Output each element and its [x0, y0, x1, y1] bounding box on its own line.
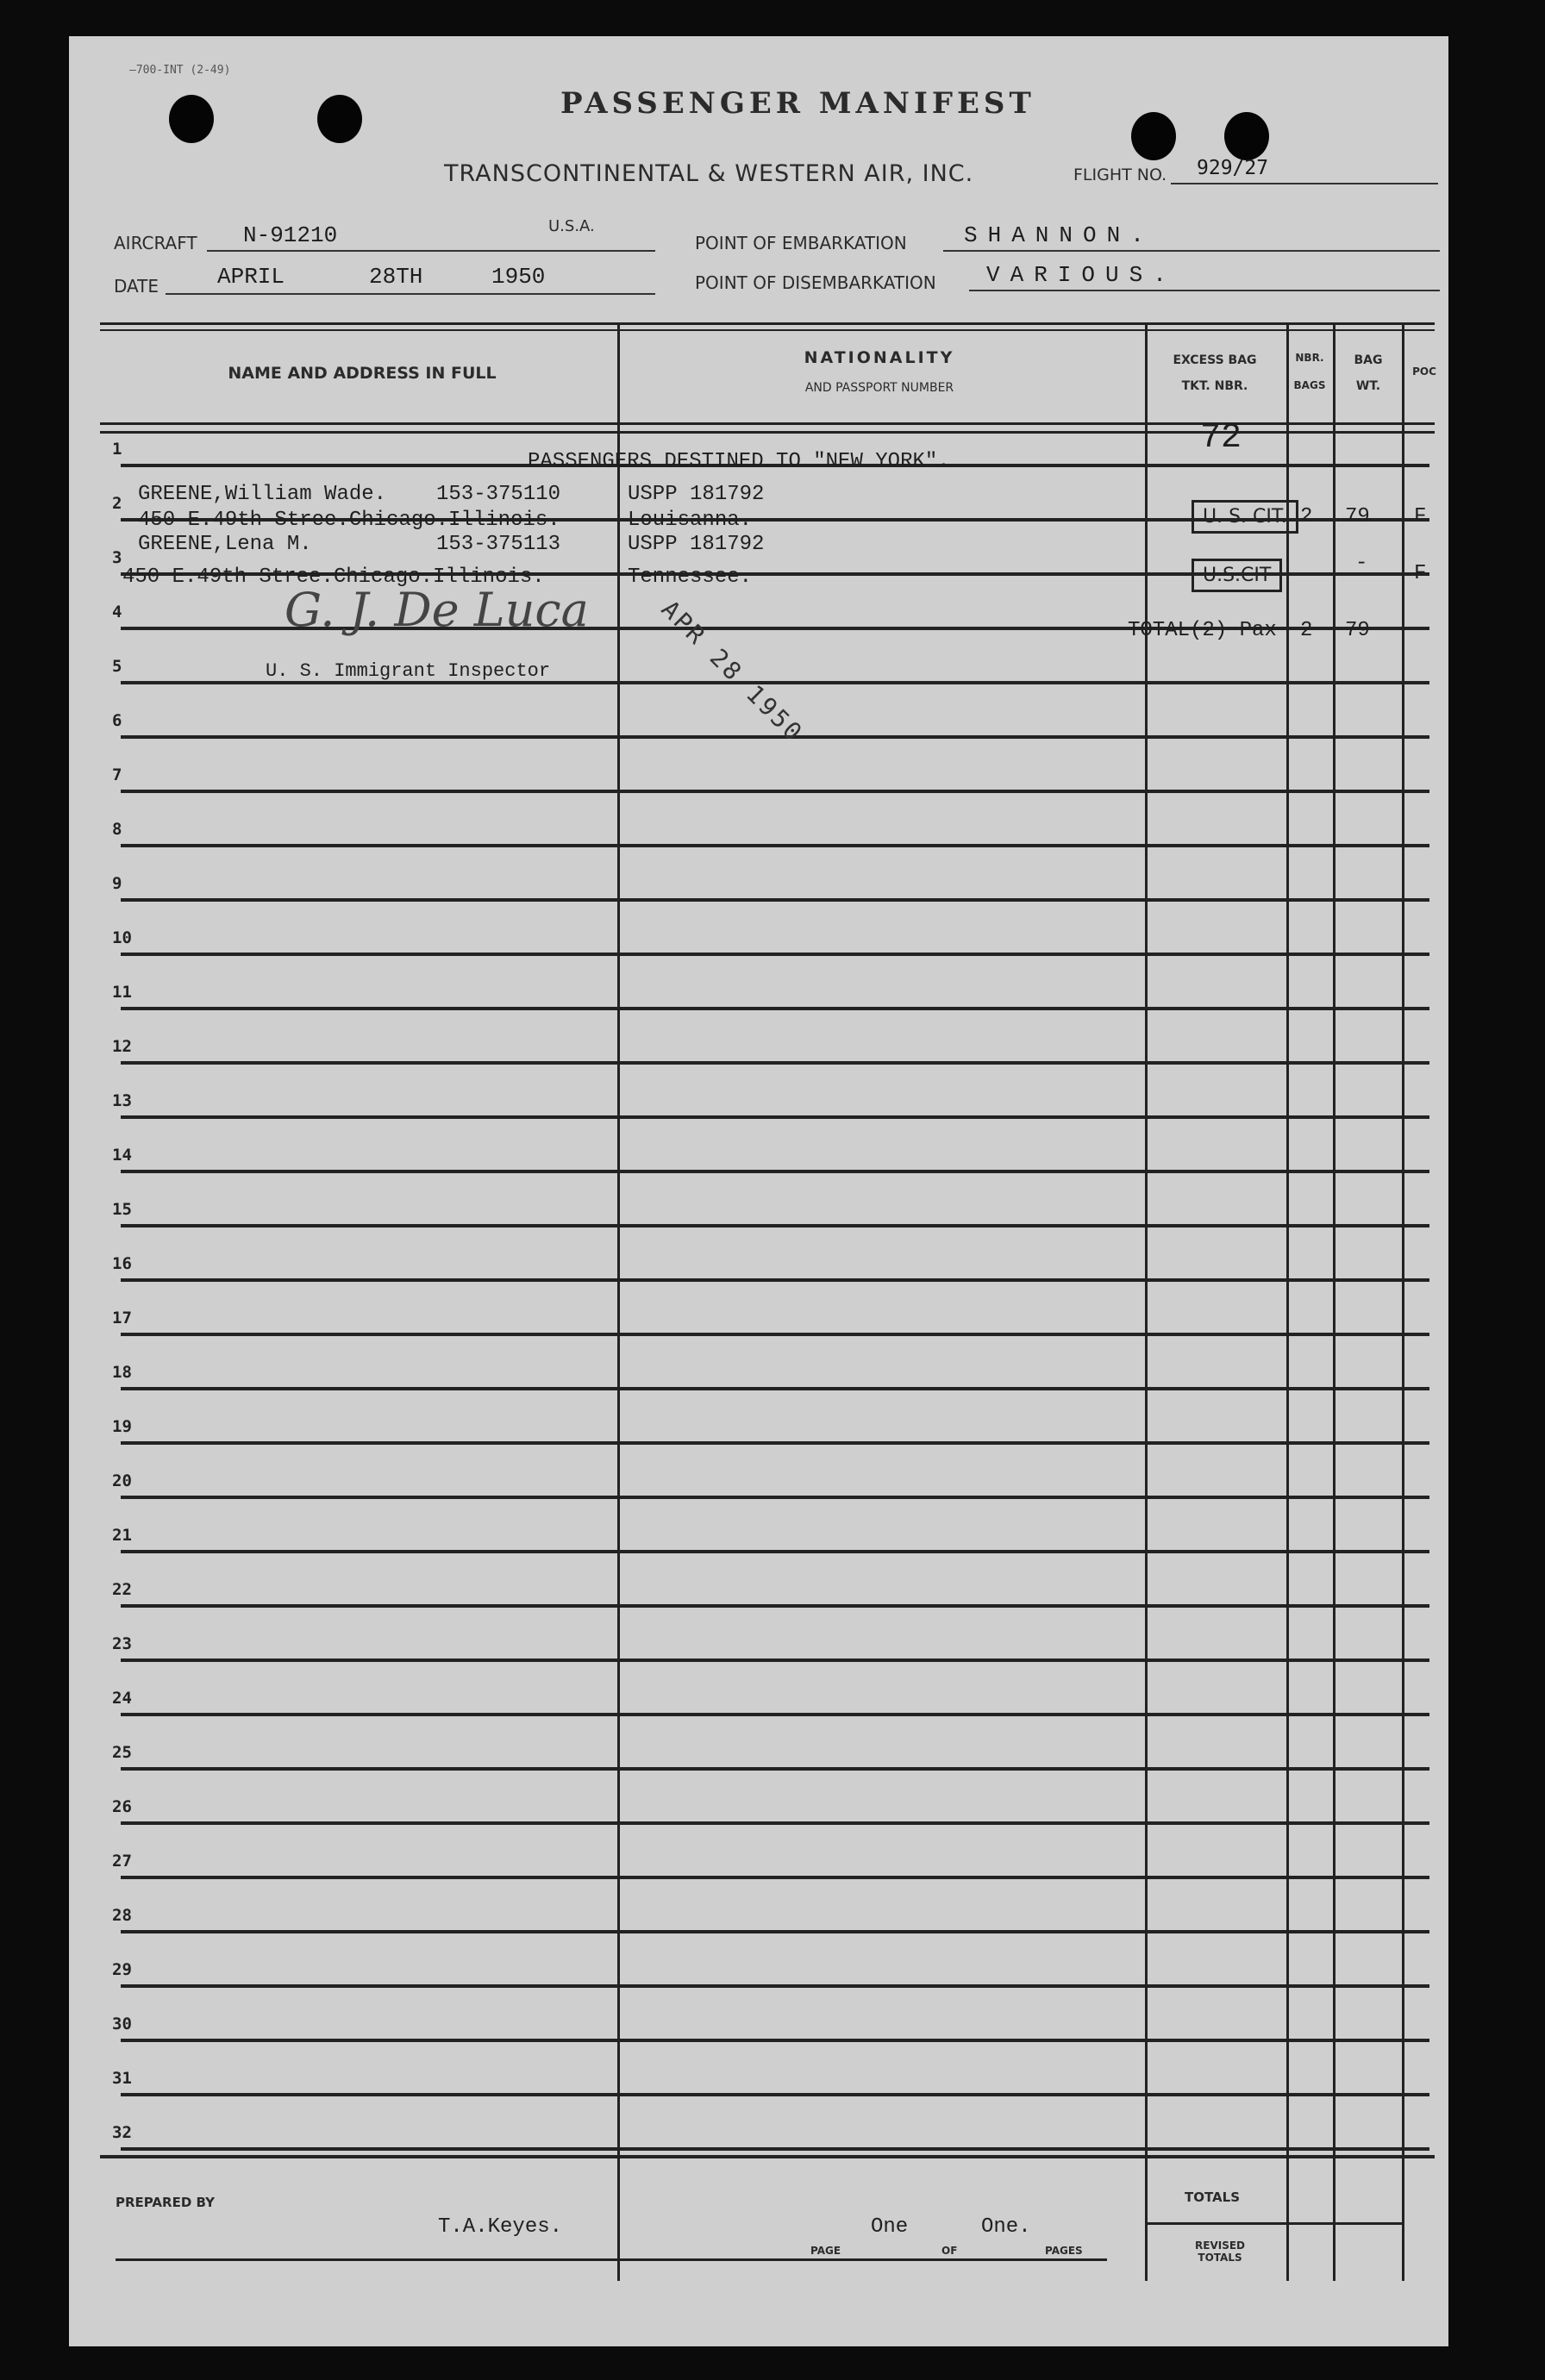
flight-number: 929/27 — [1197, 157, 1269, 179]
row-number: 19 — [112, 1417, 132, 1436]
row-number: 2 — [112, 494, 122, 513]
column-header-nbr: NBR. — [1295, 352, 1324, 364]
row-number: 11 — [112, 983, 132, 1002]
punch-hole — [1224, 112, 1269, 160]
passenger2-passport: USPP 181792 — [628, 533, 765, 556]
totals-label: TOTALS — [1185, 2189, 1241, 2205]
row-number: 32 — [112, 2123, 132, 2142]
row-number: 28 — [112, 1906, 132, 1925]
passenger2-name: GREENE,Lena M. — [138, 533, 312, 556]
row-rule — [121, 1115, 1429, 1119]
revised-totals-label: REVISED TOTALS — [1195, 2239, 1245, 2264]
row-number: 21 — [112, 1526, 132, 1545]
row-rule — [121, 1496, 1429, 1499]
passenger2-citizen-stamp: U.S.CIT — [1192, 559, 1282, 592]
row-number: 27 — [112, 1852, 132, 1871]
aircraft-label: AIRCRAFT — [114, 233, 197, 253]
passenger1-citizen-stamp: U. S. CIT. — [1192, 500, 1298, 534]
row-rule — [121, 1550, 1429, 1553]
row-rule — [121, 1170, 1429, 1173]
column-header-nationality-sub: AND PASSPORT NUMBER — [804, 381, 954, 395]
of-label: OF — [941, 2245, 958, 2257]
row-number: 12 — [112, 1037, 132, 1056]
column-header-wt: WT. — [1355, 379, 1381, 393]
row-number: 8 — [112, 820, 122, 839]
flight-underline — [1171, 183, 1438, 184]
row-number: 25 — [112, 1743, 132, 1762]
total-label: TOTAL(2) Pax — [1128, 619, 1277, 642]
row-rule — [121, 2093, 1429, 2096]
passenger1-bags: 2 — [1300, 505, 1313, 528]
passenger2-address: 450 E.49th Stree.Chicago.Illinois. — [122, 565, 545, 589]
row-rule — [121, 1713, 1429, 1716]
destination-note: PASSENGERS DESTINED TO "NEW YORK". — [528, 450, 950, 473]
table-top-rule — [100, 329, 1435, 331]
passenger2-id: 153-375113 — [436, 533, 561, 556]
row-number: 29 — [112, 1960, 132, 1979]
row-number: 24 — [112, 1689, 132, 1708]
row-rule — [121, 735, 1429, 739]
aircraft-underline — [207, 250, 655, 252]
row-rule — [121, 790, 1429, 793]
column-header-ticket-number: TKT. NBR. — [1181, 379, 1248, 393]
row-rule — [121, 1441, 1429, 1445]
inspector-signature: G. J. De Luca — [285, 583, 589, 637]
aircraft-value: N-91210 — [243, 222, 338, 248]
row-rule — [121, 1278, 1429, 1282]
row-rule — [121, 1876, 1429, 1879]
prepared-by-label: PREPARED BY — [116, 2195, 215, 2210]
pages-label: PAGES — [1045, 2245, 1083, 2257]
row-number: 14 — [112, 1146, 132, 1165]
flight-label: FLIGHT NO. — [1073, 166, 1167, 184]
row-number: 13 — [112, 1091, 132, 1110]
passenger2-weight: - — [1355, 552, 1368, 575]
row-number: 26 — [112, 1797, 132, 1816]
row-number: 18 — [112, 1363, 132, 1382]
date-year: 1950 — [491, 264, 546, 290]
row-rule — [121, 953, 1429, 956]
passenger1-state: Louisanna. — [628, 509, 753, 532]
row-number: 15 — [112, 1200, 132, 1219]
inspector-title: U. S. Immigrant Inspector — [266, 660, 551, 682]
prepared-by-name: T.A.Keyes. — [438, 2215, 563, 2239]
row-number: 9 — [112, 874, 122, 893]
row-rule — [121, 1333, 1429, 1336]
row-number: 23 — [112, 1634, 132, 1653]
punch-hole — [317, 95, 362, 143]
row-number: 7 — [112, 765, 122, 784]
row-number: 31 — [112, 2069, 132, 2088]
row1-bag-count: 72 — [1200, 419, 1242, 458]
row-number: 17 — [112, 1309, 132, 1327]
passenger1-passport: USPP 181792 — [628, 483, 765, 506]
row-number: 3 — [112, 548, 122, 567]
row-rule — [121, 844, 1429, 847]
embark-label: POINT OF EMBARKATION — [695, 233, 907, 253]
row-rule — [121, 1007, 1429, 1010]
date-stamp: APR 28 1950 — [655, 595, 810, 748]
row-rule — [121, 2039, 1429, 2042]
row-rule — [121, 1387, 1429, 1390]
row-number: 6 — [112, 711, 122, 730]
column-header-bags: BAGS — [1293, 379, 1326, 391]
row-number: 1 — [112, 440, 122, 459]
column-header-name: NAME AND ADDRESS IN FULL — [228, 364, 497, 383]
row-rule — [121, 898, 1429, 902]
country-label: U.S.A. — [548, 217, 595, 235]
passenger1-name: GREENE,William Wade. — [138, 483, 387, 506]
row-number: 4 — [112, 603, 122, 622]
page-label: PAGE — [810, 2245, 841, 2257]
row-rule — [121, 1659, 1429, 1662]
company-name: TRANSCONTINENTAL & WESTERN AIR, INC. — [444, 160, 974, 187]
row-number: 5 — [112, 657, 122, 676]
totals-divider — [1147, 2222, 1402, 2225]
table-top-rule — [100, 322, 1435, 325]
column-header-nationality: NATIONALITY — [804, 348, 955, 367]
embark-value: SHANNON. — [964, 222, 1154, 248]
form-number: —700-INT (2-49) — [129, 64, 231, 77]
row-number: 16 — [112, 1254, 132, 1273]
disembark-value: VARIOUS. — [986, 262, 1177, 288]
total-weight: 79 — [1345, 619, 1370, 642]
column-header-poc: POC — [1412, 365, 1436, 378]
row-rule — [121, 1930, 1429, 1933]
total-bags: 2 — [1300, 619, 1313, 642]
row-rule — [121, 1767, 1429, 1771]
row-rule — [121, 1061, 1429, 1065]
date-underline — [166, 293, 655, 295]
row-rule — [121, 2147, 1429, 2151]
row-rule — [121, 1821, 1429, 1825]
date-day: 28TH — [369, 264, 423, 290]
column-header-bag: BAG — [1354, 353, 1383, 367]
date-label: DATE — [114, 276, 160, 297]
form-title: PASSENGER MANIFEST — [560, 86, 1035, 121]
row-number: 20 — [112, 1471, 132, 1490]
row-rule — [121, 1984, 1429, 1988]
row-rule — [121, 1224, 1429, 1227]
row-number: 30 — [112, 2015, 132, 2033]
passenger1-id: 153-375110 — [436, 483, 561, 506]
punch-hole — [169, 95, 214, 143]
passenger2-poc: F — [1414, 562, 1427, 585]
page-count: One. — [981, 2215, 1031, 2239]
footer-rule — [100, 2155, 1435, 2158]
row-rule — [121, 1604, 1429, 1608]
punch-hole — [1131, 112, 1176, 160]
passenger1-weight: 79 — [1345, 505, 1370, 528]
page-number: One — [871, 2215, 909, 2239]
passenger2-state: Tennessee. — [628, 565, 753, 589]
date-month: APRIL — [217, 264, 285, 290]
row-number: 22 — [112, 1580, 132, 1599]
column-header-excess-bag: EXCESS BAG — [1173, 353, 1257, 367]
passenger1-address: 450 E.49th Stree.Chicago.Illinois. — [138, 509, 560, 532]
embark-underline — [943, 250, 1440, 252]
footer-underline — [116, 2258, 1107, 2261]
disembark-underline — [969, 290, 1440, 291]
passenger1-poc: F — [1414, 505, 1427, 528]
disembark-label: POINT OF DISEMBARKATION — [695, 272, 936, 293]
row-number: 10 — [112, 928, 132, 947]
